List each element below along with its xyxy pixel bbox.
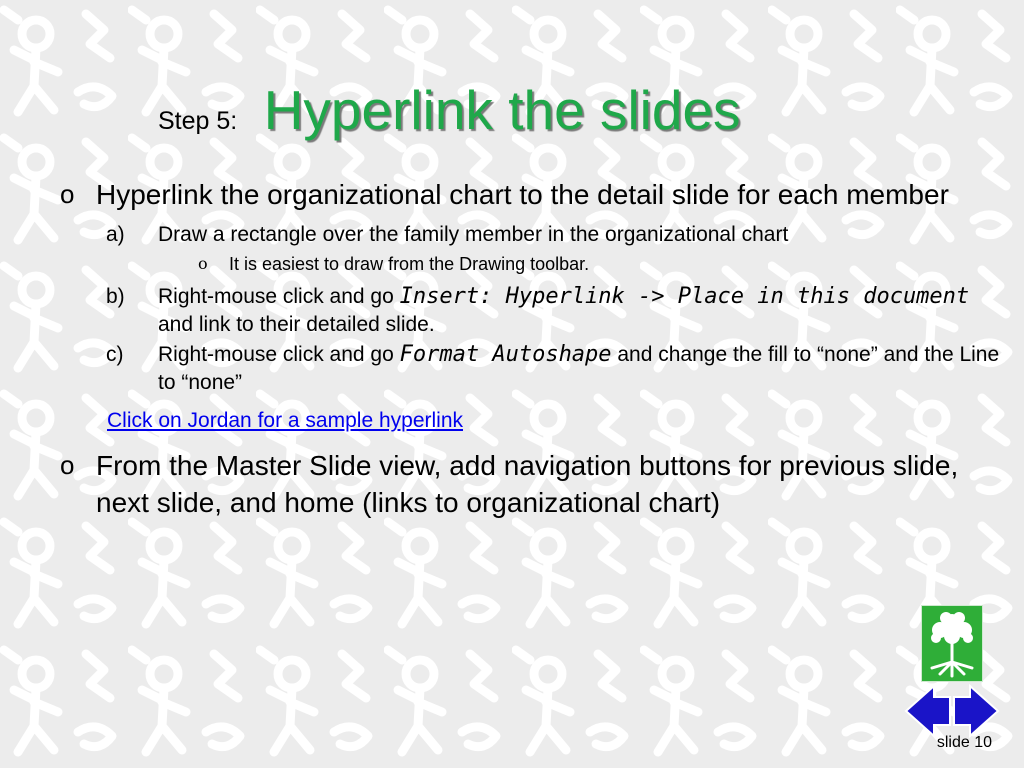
title-prefix: Step 5:	[158, 107, 238, 135]
step-a	[60, 221, 1010, 249]
navigation-arrows	[904, 684, 1000, 738]
slide-title	[158, 78, 741, 142]
tree-icon	[922, 606, 982, 681]
step-text-before: Right-mouse click and go	[158, 343, 400, 366]
sample-hyperlink[interactable]: Click on Jordan for a sample hyperlink	[107, 409, 463, 432]
bullet-text: Hyperlink the organizational chart to the detail slide for each member	[96, 179, 949, 210]
left-arrow-icon	[906, 686, 950, 736]
bullet-navigation-buttons	[60, 447, 1010, 521]
step-marker: c)	[106, 343, 124, 366]
bullet-marker: o	[60, 179, 75, 209]
menu-path: Format Autoshape	[399, 342, 612, 367]
step-text-after: and change the fill to “none” and the Line to “none”	[158, 343, 1000, 394]
next-slide-button[interactable]	[954, 686, 998, 736]
bullet-hyperlink-org-chart	[60, 176, 1010, 213]
note-text: It is easiest to draw from the Drawing toolbar.	[229, 254, 590, 274]
bullet-marker: o	[60, 450, 75, 480]
step-text: Draw a rectangle over the family member in the organizational chart	[158, 223, 789, 246]
step-text-before: Right-mouse click and go	[158, 285, 400, 308]
slide-number: slide 10	[936, 734, 992, 751]
home-button[interactable]	[921, 605, 983, 682]
bullet-text: From the Master Slide view, add navigation buttons for previous slide, next slide, and home (links to organizational chart)	[96, 450, 959, 518]
sample-hyperlink-line	[60, 407, 1010, 435]
step-b	[60, 283, 1010, 339]
step-text-after: and link to their detailed slide.	[158, 313, 435, 336]
title-main: Hyperlink the slides	[263, 79, 741, 141]
slide-body	[60, 176, 1010, 529]
previous-slide-button[interactable]	[906, 686, 950, 736]
step-marker: b)	[106, 285, 125, 308]
step-a-note	[60, 251, 1010, 277]
step-c	[60, 341, 1010, 397]
menu-path: Insert: Hyperlink -> Place in this document	[399, 284, 970, 309]
bullet-marker: o	[198, 254, 208, 273]
step-marker: a)	[106, 223, 125, 246]
right-arrow-icon	[954, 686, 998, 736]
